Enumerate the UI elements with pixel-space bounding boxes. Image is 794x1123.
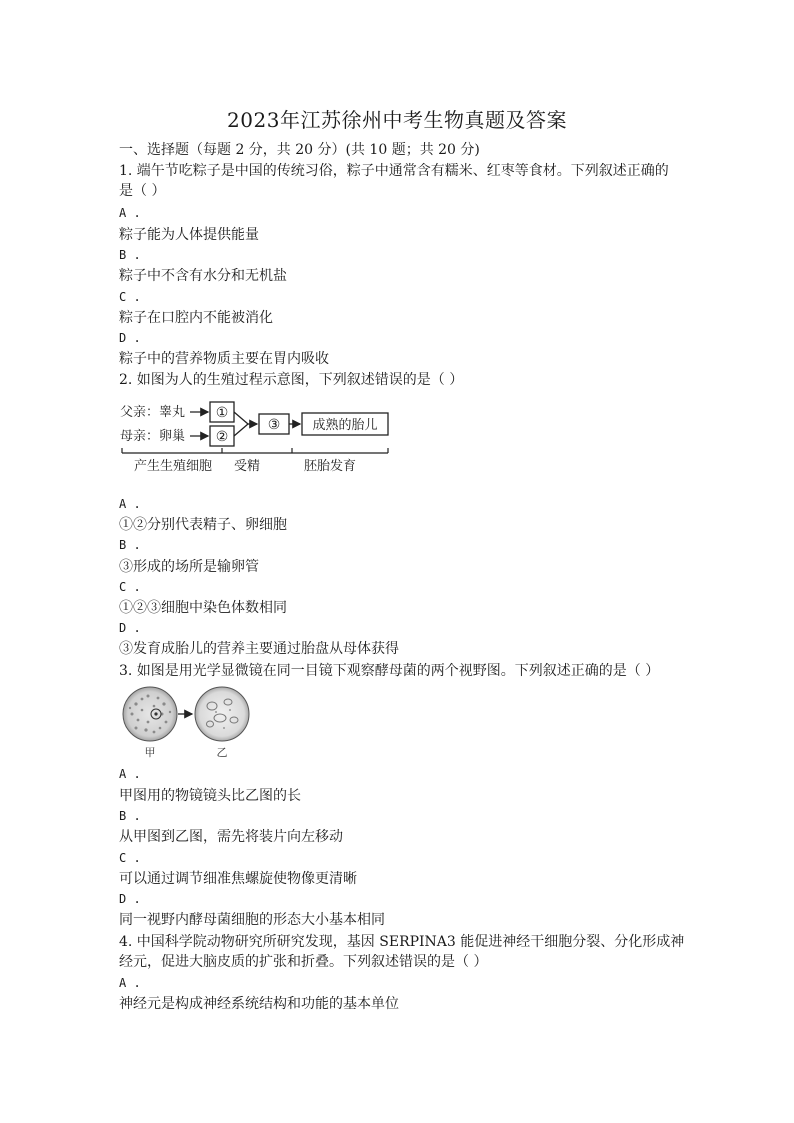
q1-stem-line1: 1. 端午节吃粽子是中国的传统习俗，粽子中通常含有糯米、红枣等食材。下列叙述正确的 <box>119 163 669 179</box>
q3-option-b-letter: B . <box>119 809 141 823</box>
section-heading: 一、选择题（每题 2 分，共 20 分）(共 10 题；共 20 分) <box>119 142 480 158</box>
q3-option-d-letter: D . <box>119 892 141 906</box>
reproduction-diagram <box>118 398 393 478</box>
field-label-jia: 甲 <box>144 746 156 759</box>
q1-option-d-text: 粽子中的营养物质主要在胃内吸收 <box>119 351 329 367</box>
field-jia <box>123 687 177 741</box>
q3-option-c-letter: C . <box>119 851 141 865</box>
q1-option-d-letter: D . <box>119 331 141 345</box>
q3-option-d-text: 同一视野内酵母菌细胞的形态大小基本相同 <box>119 912 385 928</box>
diagram-sperm-symbol: ① <box>215 405 229 421</box>
q2-option-c-letter: C . <box>119 580 141 594</box>
q1-option-c-letter: C . <box>119 290 141 304</box>
q2-option-b-text: ③形成的场所是输卵管 <box>119 559 259 575</box>
field-label-yi: 乙 <box>216 746 228 759</box>
q2-option-a-text: ①②分别代表精子、卵细胞 <box>119 517 287 533</box>
diagram-stage-development: 胚胎发育 <box>304 459 357 474</box>
diagram-zygote-symbol: ③ <box>267 417 281 433</box>
q1-option-c-text: 粽子在口腔内不能被消化 <box>119 310 273 326</box>
q1-option-b-letter: B . <box>119 248 141 262</box>
q2-option-b-letter: B . <box>119 538 141 552</box>
q1-stem-line2: 是（ ） <box>119 183 166 199</box>
q1-option-a-letter: A . <box>119 206 141 220</box>
field-yi <box>195 687 249 741</box>
q1-option-b-text: 粽子中不含有水分和无机盐 <box>119 268 287 284</box>
q4-stem-line2: 经元，促进大脑皮质的扩张和折叠。下列叙述错误的是（ ） <box>119 954 488 970</box>
q4-option-a-letter: A . <box>119 976 141 990</box>
q3-option-b-text: 从甲图到乙图，需先将装片向左移动 <box>119 829 343 845</box>
q3-option-a-letter: A . <box>119 767 141 781</box>
diagram-egg-symbol: ② <box>215 429 229 445</box>
diagram-fetus-label: 成熟的胎儿 <box>312 418 378 433</box>
q3-stem: 3. 如图是用光学显微镜在同一目镜下观察酵母菌的两个视野图。下列叙述正确的是（ ） <box>119 663 660 679</box>
diagram-stage-gametes: 产生生殖细胞 <box>134 459 213 474</box>
q3-option-c-text: 可以通过调节细准焦螺旋使物像更清晰 <box>119 871 357 887</box>
q2-stem: 2. 如图为人的生殖过程示意图，下列叙述错误的是（ ） <box>119 372 464 388</box>
q4-option-a-text: 神经元是构成神经系统结构和功能的基本单位 <box>119 996 399 1012</box>
diagram-father-label: 父亲：睾丸 <box>120 405 186 420</box>
diagram-mother-label: 母亲：卵巢 <box>120 429 186 444</box>
q2-option-a-letter: A . <box>119 497 141 511</box>
microscope-fields-figure <box>118 686 258 761</box>
q4-stem-line1: 4. 中国科学院动物研究所研究发现，基因 SERPINA3 能促进神经干细胞分裂、分化形成神 <box>119 934 685 950</box>
q2-option-d-text: ③发育成胎儿的营养主要通过胎盘从母体获得 <box>119 641 399 657</box>
q3-option-a-text: 甲图用的物镜镜头比乙图的长 <box>119 788 301 804</box>
q2-option-c-text: ①②③细胞中染色体数相同 <box>119 600 287 616</box>
page-title: 2023年江苏徐州中考生物真题及答案 <box>227 108 567 132</box>
diagram-stage-fertilization: 受精 <box>234 459 261 474</box>
q2-option-d-letter: D . <box>119 621 141 635</box>
q1-option-a-text: 粽子能为人体提供能量 <box>119 227 259 243</box>
